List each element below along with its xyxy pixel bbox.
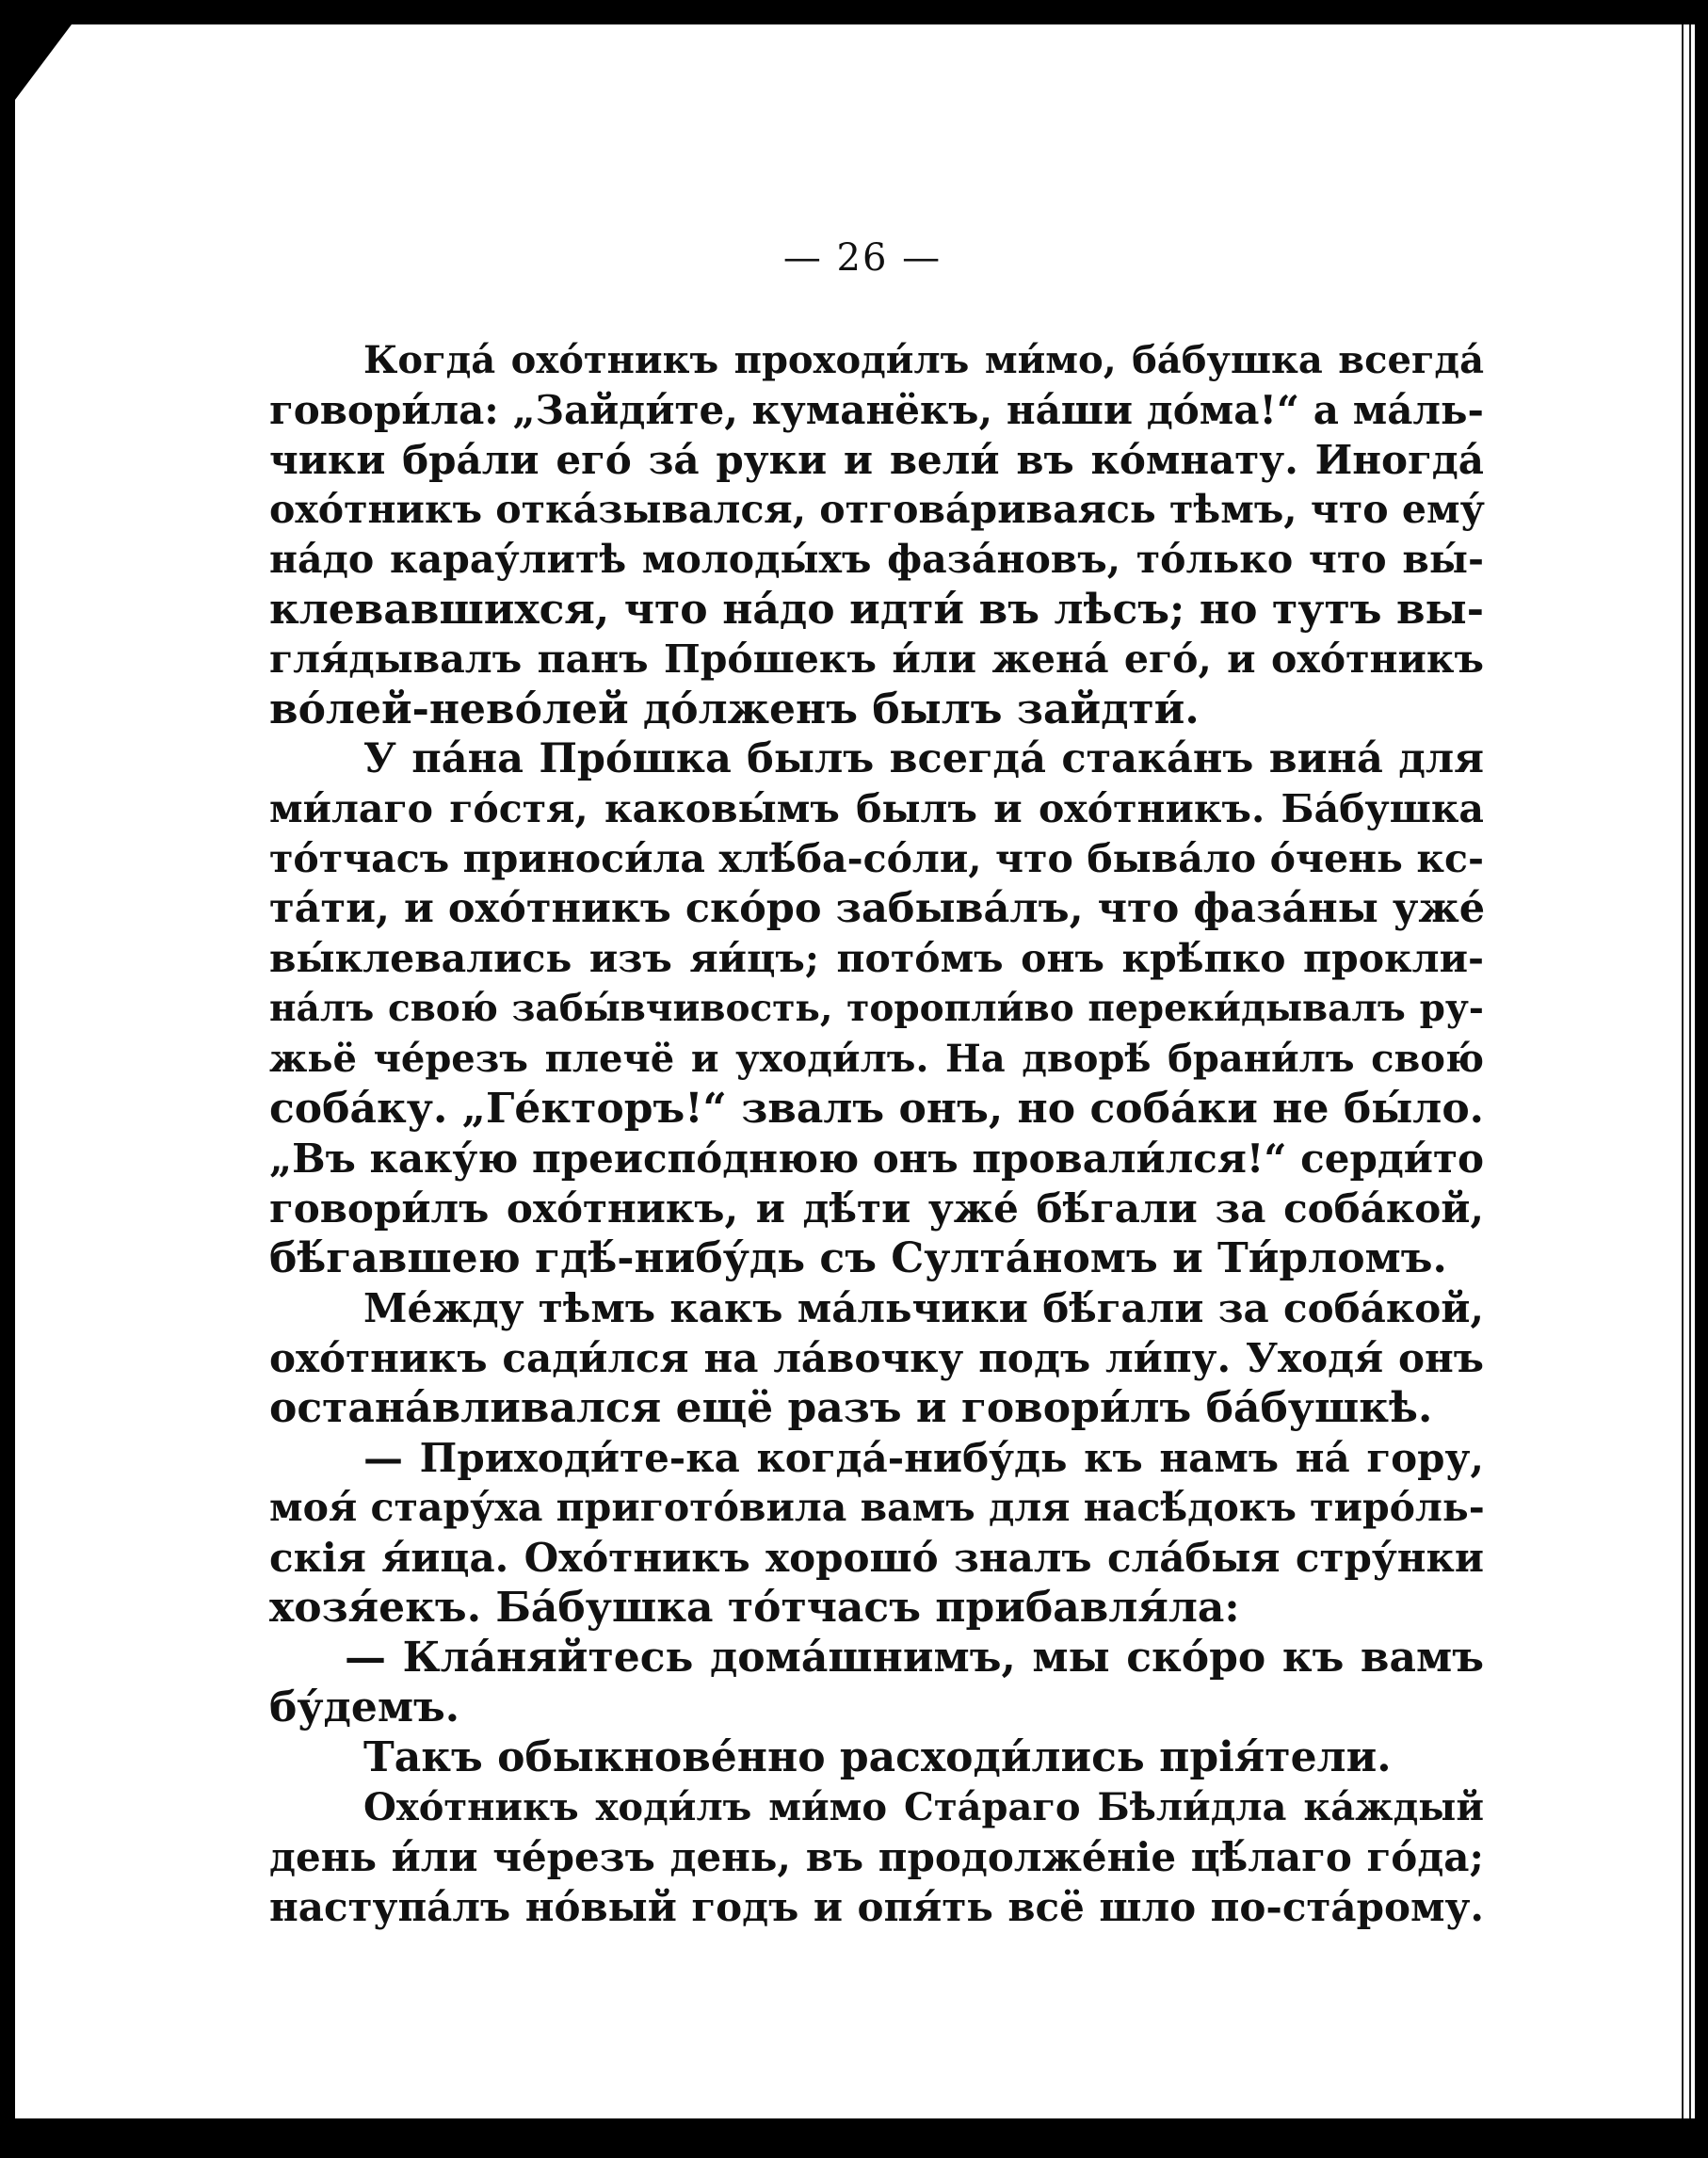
text-line: говори́лъ охо́тникъ, и дѣ́ти уже́ бѣ́гали за соба́кой,: [269, 1185, 1484, 1232]
text-line: вы́клевались изъ яи́цъ; пото́мъ онъ крѣ́пко прокли-: [269, 936, 1484, 981]
text-line: охо́тникъ отка́зывался, отгова́риваясь тѣмъ, что ему́: [269, 487, 1485, 532]
text-line: бу́демъ.: [269, 1683, 460, 1731]
text-line: остана́вливался ещё разъ и говори́лъ ба́бушкѣ.: [269, 1384, 1433, 1432]
text-line: Такъ обыкнове́нно расходи́лись прія́тели.: [363, 1733, 1392, 1781]
page-number: — 26 —: [782, 236, 943, 280]
text-line: чики бра́ли его́ за́ руки и вели́ въ ко́мнату. Иногда́: [269, 437, 1484, 483]
text-line: на́лъ свою́ забы́вчивость, торопли́во переки́дывалъ ру-: [269, 987, 1484, 1030]
text-line: Когда́ охо́тникъ проходи́лъ ми́мо, ба́бушка всегда́: [363, 338, 1484, 382]
scan-shadow: [15, 24, 72, 100]
text-line: наступа́лъ но́вый годъ и опя́ть всё шло по-ста́рому.: [269, 1884, 1484, 1930]
text-line: хозя́екъ. Ба́бушка то́тчасъ прибавля́ла:: [269, 1584, 1240, 1632]
text-line: на́до карау́литѣ молоды́хъ фаза́новъ, то́лько что вы́-: [269, 537, 1484, 582]
body-text: [269, 335, 1484, 1932]
text-line: скія я́ица. Охо́тникъ хорошо́ зналъ сла́быя стру́нки: [269, 1535, 1484, 1581]
text-line: говори́ла: „Зайди́те, куманёкъ, на́ши до́ма!“ а ма́ль-: [269, 387, 1484, 433]
text-line: охо́тникъ сади́лся на ла́вочку подъ ли́пу. Уходя́ онъ: [269, 1335, 1484, 1381]
text-line: то́тчасъ приноси́ла хлѣ́ба-со́ли, что быва́ло о́чень кс-: [269, 836, 1484, 881]
text-line: „Въ каку́ю преиспо́днюю онъ провали́лся!“ серди́то: [269, 1135, 1484, 1182]
text-line: моя́ стару́ха пригото́вила вамъ для насѣ́докъ тиро́ль-: [269, 1485, 1485, 1530]
text-line: ми́лаго го́стя, каковы́мъ былъ и охо́тникъ. Ба́бушка: [269, 786, 1484, 831]
text-line: гля́дывалъ панъ Про́шекъ и́ли жена́ его́, и охо́тникъ: [269, 636, 1484, 682]
page-edge-line: [1689, 24, 1691, 2139]
page-edge-line: [1682, 24, 1684, 2139]
text-line: день и́ли че́резъ день, въ продолже́ніе цѣ́лаго го́да;: [269, 1834, 1484, 1880]
text-line: — Кла́няйтесь дома́шнимъ, мы ско́ро къ вамъ: [345, 1634, 1484, 1682]
book-page: [15, 24, 1695, 2139]
text-line: Ме́жду тѣмъ какъ ма́льчики бѣ́гали за соба́кой,: [363, 1285, 1484, 1331]
text-line: жьё че́резъ плечё и уходи́лъ. На дворѣ́ брани́лъ свою́: [269, 1037, 1484, 1081]
text-line: — Приходи́те-ка когда́-нибу́дь къ намъ на́ гору,: [363, 1435, 1484, 1481]
text-line: во́лей-нево́лей до́лженъ былъ зайдти́.: [269, 685, 1200, 733]
text-line: Охо́тникъ ходи́лъ ми́мо Ста́раго Бѣли́дла ка́ждый: [363, 1785, 1484, 1829]
text-line: бѣ́гавшею гдѣ́-нибу́дь съ Султа́номъ и Ти́рломъ.: [269, 1234, 1447, 1282]
text-line: соба́ку. „Ге́кторъ!“ звалъ онъ, но соба́ки не бы́ло.: [269, 1085, 1484, 1133]
text-line: клевавшихся, что на́до идти́ въ лѣсъ; но тутъ вы-: [269, 586, 1484, 634]
scan-border: [15, 2118, 1695, 2139]
text-line: та́ти, и охо́тникъ ско́ро забыва́лъ, что фаза́ны уже́: [269, 885, 1486, 932]
text-line: У па́на Про́шка былъ всегда́ стака́нъ вина́ для: [363, 735, 1484, 782]
